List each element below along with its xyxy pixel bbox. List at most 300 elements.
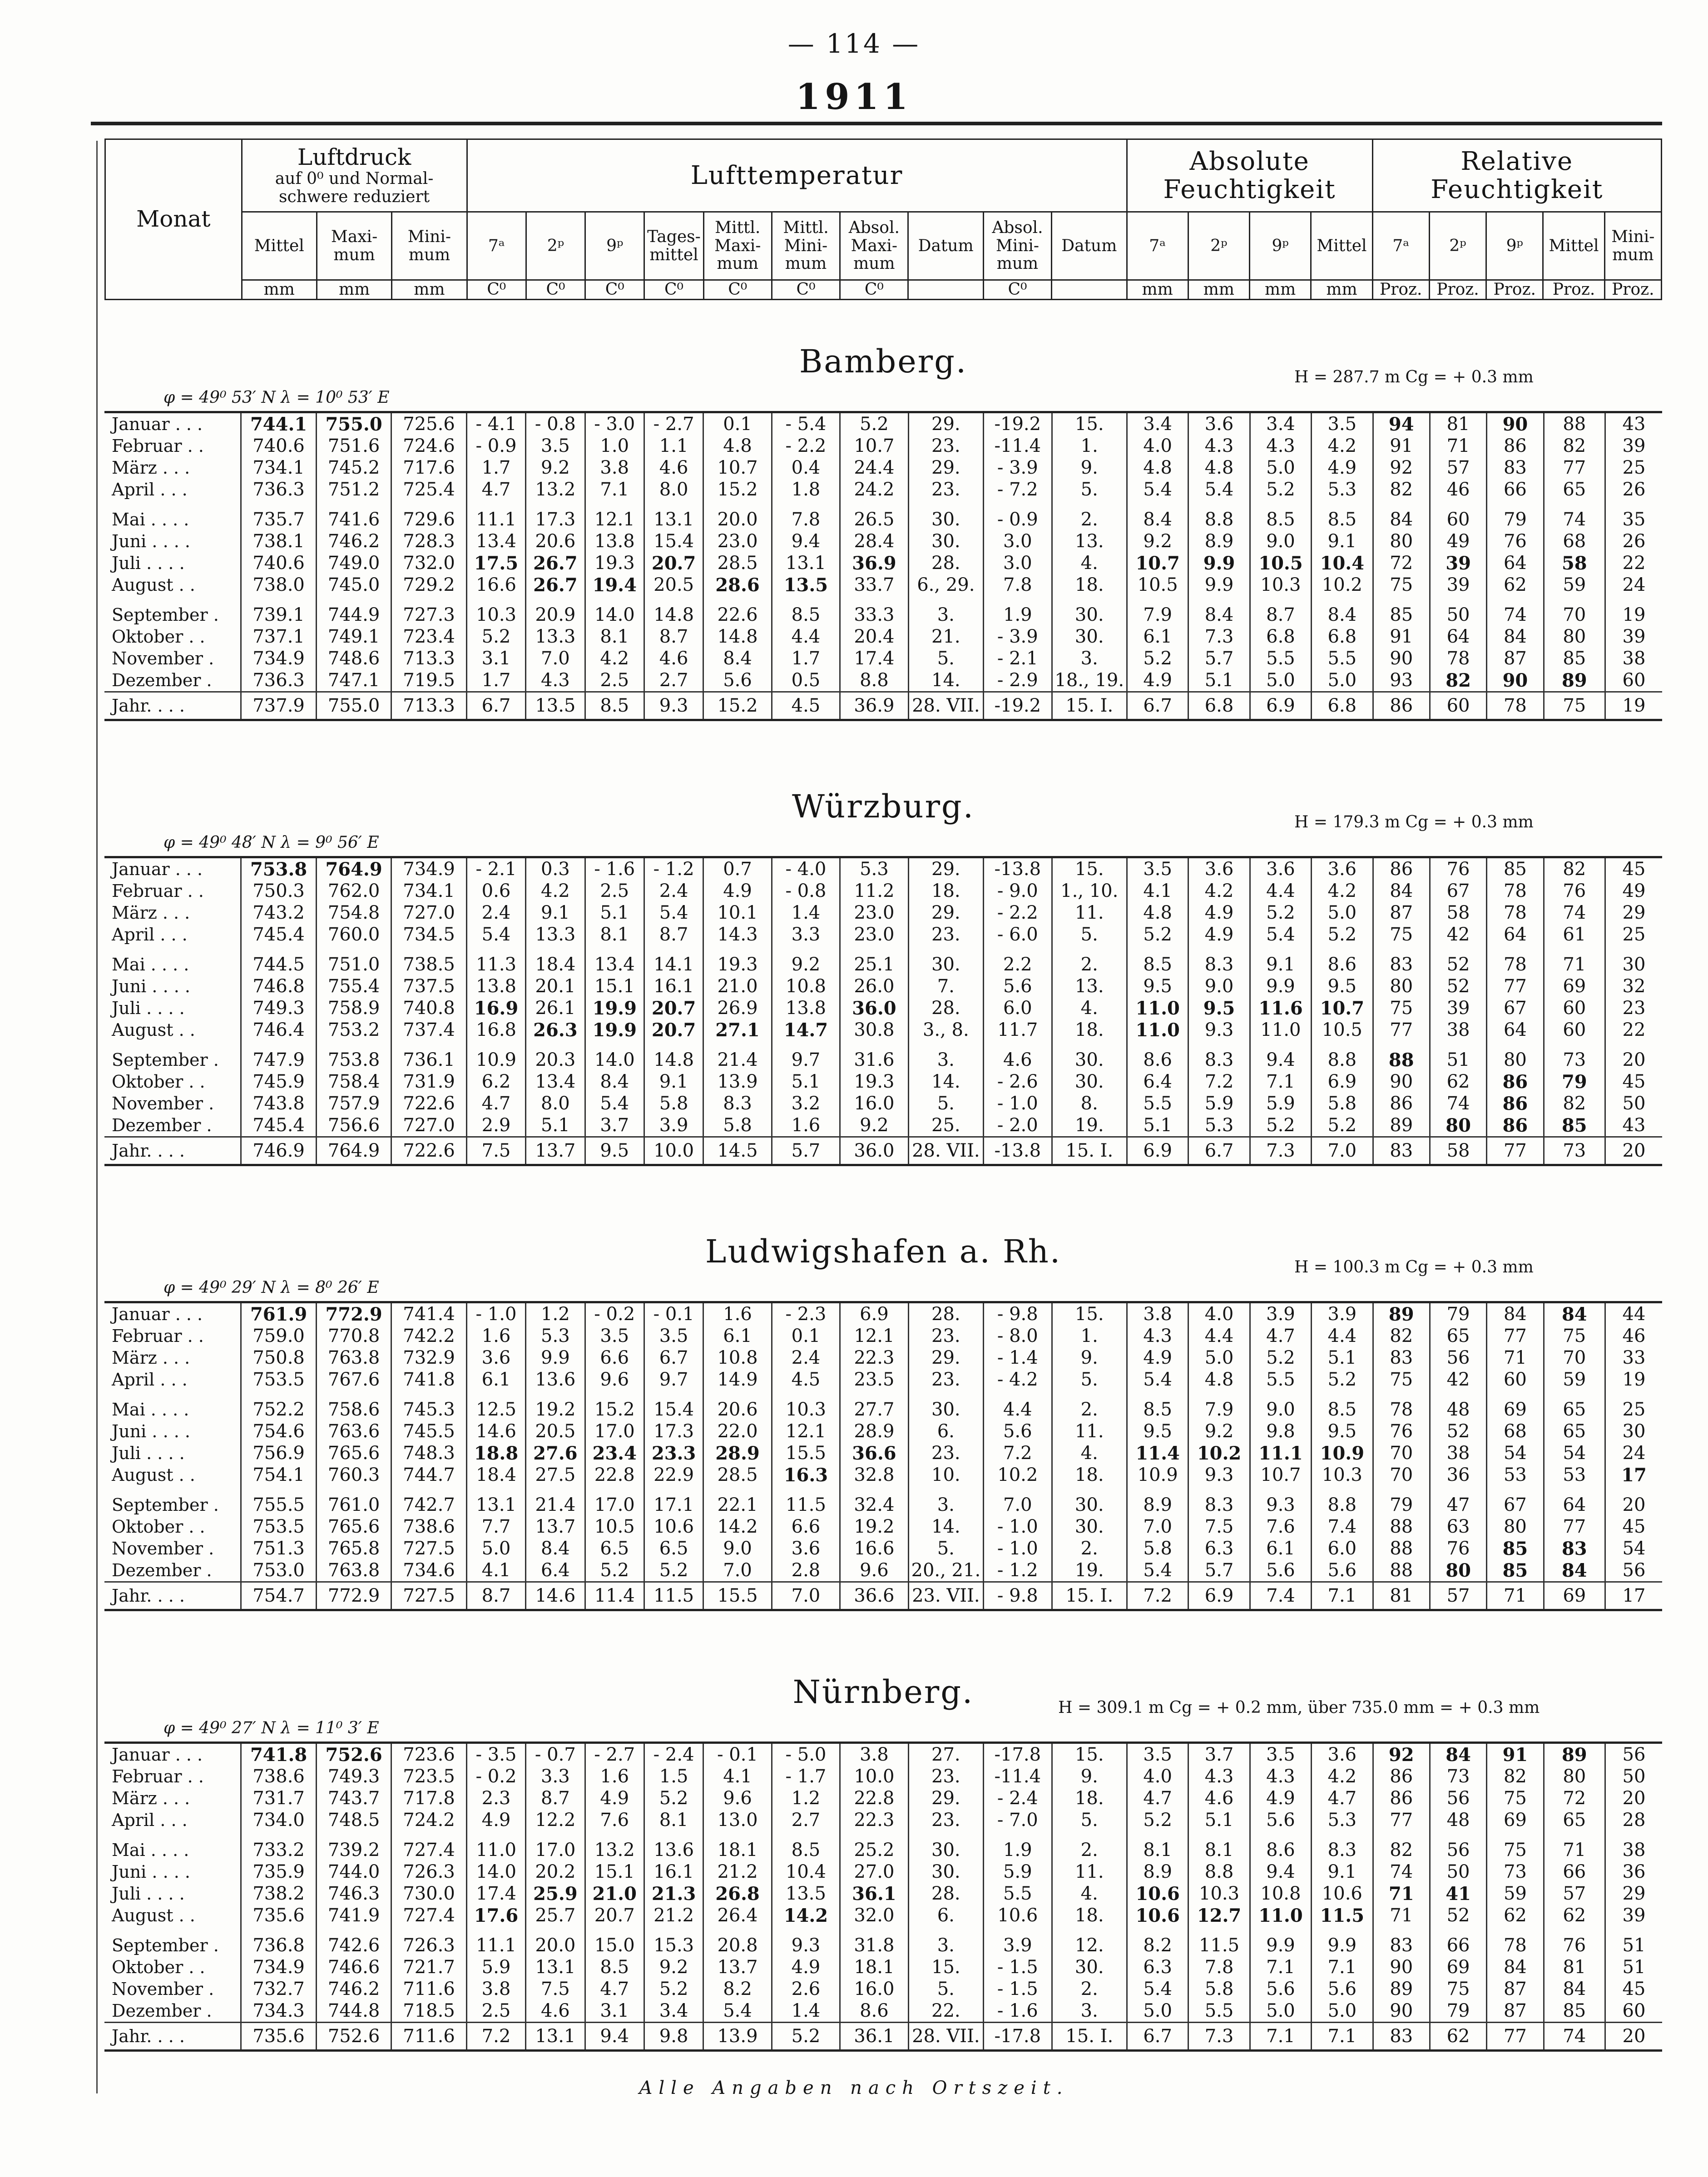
table-cell: 82 (1430, 669, 1486, 692)
table-cell: 738.6 (391, 1516, 466, 1538)
table-cell: 78 (1487, 880, 1544, 902)
table-cell: 38 (1605, 648, 1663, 669)
table-cell: 738.1 (241, 530, 316, 552)
table-cell: 6.8 (1312, 692, 1373, 719)
table-cell: 20 (1605, 1049, 1663, 1071)
table-cell: 4.1 (1127, 880, 1188, 902)
table-cell: - 8.0 (984, 1325, 1052, 1347)
table-cell: 750.3 (241, 880, 316, 902)
table-cell: 5.2 (1250, 479, 1311, 500)
table-cell: 13.5 (526, 692, 585, 719)
table-cell: 8.3 (1188, 954, 1250, 975)
table-cell: 26.5 (840, 509, 908, 530)
table-cell: 20.7 (644, 1019, 703, 1041)
table-cell: 753.5 (241, 1369, 316, 1390)
table-cell: 13.5 (772, 574, 840, 596)
table-cell: 8.7 (644, 924, 703, 945)
header-luftdruck-col-2: Mini-mum (392, 212, 467, 280)
table-cell: 21.0 (585, 1883, 644, 1905)
table-cell: 93 (1373, 669, 1430, 692)
table-cell: 7.0 (1127, 1516, 1188, 1538)
table-cell: 22.3 (840, 1347, 908, 1369)
table-cell: 13.8 (585, 530, 644, 552)
table-cell: 62 (1430, 1071, 1486, 1093)
table-cell: 746.6 (316, 1956, 391, 1978)
table-cell: 12.1 (772, 1420, 840, 1442)
table-cell: 26.7 (526, 574, 585, 596)
table-cell: 91 (1373, 435, 1430, 457)
table-cell: 5.5 (1312, 648, 1373, 669)
table-cell: 9.3 (644, 692, 703, 719)
table-cell: 72 (1373, 552, 1430, 574)
table-cell: 734.0 (241, 1809, 316, 1831)
table-cell: 4.8 (1188, 1369, 1250, 1390)
table-cell: 3.1 (585, 2000, 644, 2023)
table-cell: 10.7 (1127, 552, 1188, 574)
table-cell: 29. (908, 1787, 983, 1809)
table-cell: 15.4 (644, 530, 703, 552)
table-cell: 17.1 (644, 1494, 703, 1516)
table-cell: 765.6 (316, 1442, 391, 1464)
month-row (104, 435, 1662, 457)
table-cell: 3.4 (1250, 413, 1311, 435)
month-row (104, 880, 1662, 902)
table-cell: 8.5 (1127, 954, 1188, 975)
table-cell: 5.4 (585, 1093, 644, 1114)
table-cell: 27.1 (703, 1019, 772, 1041)
table-cell: 8.1 (1127, 1839, 1188, 1861)
table-cell: 725.4 (391, 479, 466, 500)
table-cell: - 3.9 (984, 626, 1052, 648)
table-cell: 65 (1544, 479, 1605, 500)
table-cell: 87 (1487, 2000, 1544, 2023)
table-cell: 78 (1487, 692, 1544, 719)
table-cell: 740.6 (241, 552, 316, 574)
table-cell: 7.3 (1188, 626, 1250, 648)
table-cell: 5.0 (1312, 2000, 1373, 2023)
table-cell: 2.4 (772, 1347, 840, 1369)
table-cell: 66 (1487, 479, 1544, 500)
year-summary-row (104, 1137, 1662, 1164)
table-cell: 32.4 (840, 1494, 908, 1516)
table-cell: 1.0 (585, 435, 644, 457)
table-cell: 5.5 (984, 1883, 1052, 1905)
table-cell: 62 (1487, 1905, 1544, 1926)
table-cell: 4.7 (466, 1093, 525, 1114)
table-cell: 21.2 (703, 1861, 772, 1883)
table-cell: 8.7 (644, 626, 703, 648)
table-cell: 3.5 (644, 1325, 703, 1347)
table-cell: 750.8 (241, 1347, 316, 1369)
table-cell: 26.0 (840, 975, 908, 997)
table-cell: 744.5 (241, 954, 316, 975)
table-cell: 21.2 (644, 1905, 703, 1926)
table-cell: 734.6 (391, 1559, 466, 1582)
table-cell: 79 (1544, 1071, 1605, 1093)
table-cell: 57 (1430, 457, 1486, 479)
table-cell: 19.3 (840, 1071, 908, 1093)
table-cell: 8.5 (772, 604, 840, 626)
table-cell: 27. (908, 1744, 983, 1766)
table-cell: 20 (1605, 1494, 1663, 1516)
table-cell: 14.3 (703, 924, 772, 945)
table-cell: 9.7 (772, 1049, 840, 1071)
table-cell: 16.3 (772, 1464, 840, 1486)
table-cell: 39 (1605, 435, 1663, 457)
table-cell: - 7.2 (984, 479, 1052, 500)
year-summary-row (104, 692, 1662, 719)
table-cell: 3.8 (840, 1744, 908, 1766)
table-cell: 9.5 (585, 1137, 644, 1164)
table-cell: 752.6 (316, 1744, 391, 1766)
table-cell: 745.0 (316, 574, 391, 596)
table-cell: 5.9 (1250, 1093, 1311, 1114)
month-label: Juni . . . . (112, 1421, 190, 1441)
table-cell: 14.0 (466, 1861, 525, 1883)
row-spacer (104, 596, 1662, 604)
table-cell: - 1.0 (984, 1516, 1052, 1538)
table-cell: 4.9 (1188, 902, 1250, 924)
table-cell: - 9.0 (984, 880, 1052, 902)
table-cell: 39 (1430, 552, 1486, 574)
table-cell: 9.3 (772, 1935, 840, 1956)
table-cell: 60 (1487, 1369, 1544, 1390)
table-cell: 10.7 (840, 435, 908, 457)
table-cell: 84 (1373, 880, 1430, 902)
month-row (104, 902, 1662, 924)
table-cell: - 1.5 (984, 1978, 1052, 2000)
table-cell: 7.8 (1188, 1956, 1250, 1978)
table-cell: 9.6 (840, 1559, 908, 1582)
table-cell: 742.2 (391, 1325, 466, 1347)
table-cell: 5.1 (1312, 1347, 1373, 1369)
table-cell: 16.1 (644, 1861, 703, 1883)
header-lufttemperatur-unit-3: C⁰ (644, 280, 703, 300)
table-cell: 3.5 (585, 1325, 644, 1347)
table-cell: 51 (1430, 1049, 1486, 1071)
table-cell: 56 (1430, 1787, 1486, 1809)
table-cell: 9.0 (703, 1538, 772, 1559)
table-cell: 16.1 (644, 975, 703, 997)
table-cell: 30. (1052, 1516, 1127, 1538)
table-cell: 52 (1430, 1420, 1486, 1442)
table-cell: 765.6 (316, 1516, 391, 1538)
table-cell: 9.5 (1312, 1420, 1373, 1442)
table-cell: 85 (1544, 1114, 1605, 1137)
table-cell: 749.3 (241, 997, 316, 1019)
table-cell: 713.3 (391, 648, 466, 669)
station-name: Bamberg. (799, 343, 968, 380)
month-label: April . . . (112, 1810, 188, 1830)
table-cell: 45 (1605, 1071, 1663, 1093)
table-cell: 75 (1373, 1369, 1430, 1390)
header-luftdruck-col-1: Maxi-mum (317, 212, 391, 280)
table-cell: - 1.0 (984, 1093, 1052, 1114)
table-cell: 59 (1487, 1883, 1544, 1905)
table-cell: 19 (1605, 604, 1663, 626)
table-cell: 9.5 (1127, 1420, 1188, 1442)
table-cell: 10.9 (1127, 1464, 1188, 1486)
table-cell: 76 (1430, 858, 1486, 880)
table-cell: 54 (1605, 1538, 1663, 1559)
month-label: September . (112, 1495, 219, 1515)
table-cell: 29. (908, 457, 983, 479)
month-row (104, 1114, 1662, 1137)
table-cell: 29. (908, 858, 983, 880)
month-label: Februar . . (112, 1326, 204, 1346)
table-cell: 8.7 (1250, 604, 1311, 626)
table-cell: 1. (1052, 435, 1127, 457)
table-cell: 14.8 (644, 604, 703, 626)
table-cell: 77 (1373, 1019, 1430, 1041)
table-cell: 17 (1605, 1582, 1663, 1609)
table-cell: 61 (1544, 924, 1605, 945)
table-cell: 85 (1487, 858, 1544, 880)
table-cell: 42 (1430, 1369, 1486, 1390)
table-cell: 85 (1487, 1559, 1544, 1582)
table-cell: 30. (1052, 1049, 1127, 1071)
table-cell: 56 (1605, 1744, 1663, 1766)
table-cell: 9.2 (772, 954, 840, 975)
table-cell: 760.0 (316, 924, 391, 945)
table-cell: 29 (1605, 1883, 1663, 1905)
table-cell: 86 (1373, 858, 1430, 880)
table-cell: 16.6 (466, 574, 525, 596)
table-cell: 8.5 (585, 1956, 644, 1978)
table-cell: 60 (1430, 692, 1486, 719)
table-cell: 5.8 (1312, 1093, 1373, 1114)
table-cell: 15. (908, 1956, 983, 1978)
table-cell: 9.3 (1188, 1019, 1250, 1041)
table-cell: 8.5 (585, 692, 644, 719)
table-cell: 724.6 (391, 435, 466, 457)
table-cell: - 2.6 (984, 1071, 1052, 1093)
header-luftdruck-col-0: Mittel (242, 212, 317, 280)
table-cell: 2.4 (644, 880, 703, 902)
table-cell: - 0.7 (526, 1744, 585, 1766)
row-spacer (104, 1041, 1662, 1049)
table-cell: - 7.0 (984, 1809, 1052, 1831)
header-rel_feuchtigkeit-unit-2: Proz. (1486, 280, 1543, 300)
table-cell: 73 (1487, 1861, 1544, 1883)
month-row (104, 1399, 1662, 1420)
station-table (104, 411, 1662, 721)
table-cell: 753.8 (241, 858, 316, 880)
table-cell: 5.4 (1127, 1369, 1188, 1390)
table-cell: 5. (1052, 924, 1127, 945)
table-cell: 8.8 (1188, 1861, 1250, 1883)
table-cell: 24.2 (840, 479, 908, 500)
table-cell: 741.4 (391, 1303, 466, 1325)
table-cell: 742.6 (316, 1935, 391, 1956)
table-cell: 0.7 (703, 858, 772, 880)
table-cell: 21.0 (703, 975, 772, 997)
table-cell: 60 (1605, 2000, 1663, 2023)
table-cell: 33 (1605, 1347, 1663, 1369)
table-cell: 28. (908, 552, 983, 574)
table-cell: 3. (1052, 648, 1127, 669)
table-cell: 751.3 (241, 1538, 316, 1559)
table-cell: 717.6 (391, 457, 466, 479)
table-cell: 4.0 (1188, 1303, 1250, 1325)
table-cell: 25.7 (526, 1905, 585, 1926)
month-label: März . . . (112, 1348, 190, 1368)
table-cell: 15. (1052, 413, 1127, 435)
table-cell: 18.1 (703, 1839, 772, 1861)
table-cell: 744.1 (241, 413, 316, 435)
table-cell: 30. (908, 1861, 983, 1883)
table-cell: 81 (1373, 1582, 1430, 1609)
table-cell: 20.0 (703, 509, 772, 530)
table-cell: 4.4 (984, 1399, 1052, 1420)
table-cell: 13.3 (526, 626, 585, 648)
table-cell: 23. (908, 1442, 983, 1464)
table-cell: 89 (1373, 1978, 1430, 2000)
table-cell: 77 (1544, 457, 1605, 479)
table-cell: 763.8 (316, 1347, 391, 1369)
table-cell: 7.4 (1312, 1516, 1373, 1538)
header-abs_feuchtigkeit-col-3: Mittel (1311, 212, 1372, 280)
table-cell: 75 (1544, 692, 1605, 719)
station-height: H = 179.3 m Cg = + 0.3 mm (1294, 813, 1534, 831)
table-cell: 14. (908, 1071, 983, 1093)
table-cell: 3.1 (466, 648, 525, 669)
table-cell: 9.9 (1250, 1935, 1311, 1956)
table-cell: 21. (908, 626, 983, 648)
table-cell: 8.1 (644, 1809, 703, 1831)
table-cell: 755.0 (316, 413, 391, 435)
table-cell: 734.9 (391, 858, 466, 880)
table-cell: 39 (1605, 626, 1663, 648)
table-cell: 746.8 (241, 975, 316, 997)
table-cell: 23.4 (585, 1442, 644, 1464)
month-label: Dezember . (112, 2001, 212, 2021)
table-cell: 90 (1373, 2000, 1430, 2023)
table-cell: 4.4 (1188, 1325, 1250, 1347)
table-cell: 77 (1544, 1516, 1605, 1538)
table-cell: 30 (1605, 954, 1663, 975)
table-cell: 18. (908, 880, 983, 902)
table-cell: - 0.9 (466, 435, 525, 457)
table-cell: 3.6 (466, 1347, 525, 1369)
table-cell: 23.5 (840, 1369, 908, 1390)
table-cell: 11.2 (840, 880, 908, 902)
table-cell: 749.1 (316, 626, 391, 648)
table-cell: 17 (1605, 1464, 1663, 1486)
table-cell: 20.7 (644, 997, 703, 1019)
table-cell: 8.2 (1127, 1935, 1188, 1956)
table-cell: 5. (908, 1093, 983, 1114)
table-cell: 16.0 (840, 1978, 908, 2000)
table-cell: 8.7 (466, 1582, 525, 1609)
table-cell: 3.8 (585, 457, 644, 479)
column-header (104, 139, 1662, 300)
table-cell: 4.9 (1127, 669, 1188, 692)
table-cell: 1., 10. (1052, 880, 1127, 902)
table-cell: 8.9 (1127, 1494, 1188, 1516)
table-cell: 89 (1373, 1303, 1430, 1325)
table-cell: 10.8 (703, 1347, 772, 1369)
table-cell: 4.8 (1188, 457, 1250, 479)
table-cell: 5.2 (1127, 648, 1188, 669)
table-cell: 30. (908, 509, 983, 530)
table-cell: 5.3 (840, 858, 908, 880)
table-cell: 74 (1373, 1861, 1430, 1883)
table-cell: 7.1 (1250, 2023, 1311, 2050)
table-cell: 64 (1487, 1019, 1544, 1041)
table-cell: 5.4 (1127, 1559, 1188, 1582)
table-cell: 28. VII. (908, 2023, 983, 2050)
table-cell: 1.1 (644, 435, 703, 457)
station-coordinates: φ = 49⁰ 27′ N λ = 11⁰ 3′ E (163, 1719, 379, 1737)
table-cell: 30. (908, 1399, 983, 1420)
table-cell: 9.5 (1188, 997, 1250, 1019)
table-cell: 8. (1052, 1093, 1127, 1114)
table-cell: 7.8 (984, 574, 1052, 596)
table-cell: 20 (1605, 1787, 1663, 1809)
station-table (104, 856, 1662, 1166)
table-cell: 5. (1052, 1369, 1127, 1390)
header-lufttemperatur-unit-6: C⁰ (840, 280, 908, 300)
table-cell: 84 (1544, 1559, 1605, 1582)
table-cell: 4.5 (772, 692, 840, 719)
table-cell: 46 (1430, 479, 1486, 500)
table-cell: 7.1 (1312, 1956, 1373, 1978)
table-cell: 10.3 (772, 1399, 840, 1420)
table-cell: 772.9 (316, 1303, 391, 1325)
table-cell: 6.3 (1127, 1956, 1188, 1978)
table-cell: 15. (1052, 1303, 1127, 1325)
table-cell: 8.4 (1127, 509, 1188, 530)
table-cell: 20 (1605, 1137, 1663, 1164)
table-cell: 725.6 (391, 413, 466, 435)
month-label: April . . . (112, 925, 188, 945)
table-cell: 6.3 (1188, 1538, 1250, 1559)
table-cell: - 9.8 (984, 1303, 1052, 1325)
station-coordinates: φ = 49⁰ 29′ N λ = 8⁰ 26′ E (163, 1278, 379, 1297)
table-cell: 9.6 (585, 1369, 644, 1390)
month-row (104, 552, 1662, 574)
table-cell: - 6.0 (984, 924, 1052, 945)
table-cell: 735.7 (241, 509, 316, 530)
table-cell: 11.4 (585, 1582, 644, 1609)
table-cell: 17.4 (840, 648, 908, 669)
table-cell: 16.0 (840, 1093, 908, 1114)
table-cell: 740.6 (241, 435, 316, 457)
table-cell: 736.8 (241, 1935, 316, 1956)
table-cell: 85 (1544, 648, 1605, 669)
table-cell: 9.3 (1250, 1494, 1311, 1516)
table-cell: 2.7 (772, 1809, 840, 1831)
table-cell: 36.0 (840, 997, 908, 1019)
table-cell: 5.8 (1188, 1978, 1250, 2000)
table-cell: 4.2 (526, 880, 585, 902)
table-cell: 56 (1430, 1839, 1486, 1861)
table-cell: 62 (1487, 574, 1544, 596)
table-cell: 36 (1430, 1464, 1486, 1486)
table-cell: 5.4 (703, 2000, 772, 2023)
table-cell: 754.7 (241, 1582, 316, 1609)
table-cell: 7.2 (1127, 1582, 1188, 1609)
table-cell: 9.2 (840, 1114, 908, 1137)
table-cell: 12.5 (466, 1399, 525, 1420)
table-cell: 49 (1605, 880, 1663, 902)
table-cell: 731.9 (391, 1071, 466, 1093)
table-cell: 10.0 (644, 1137, 703, 1164)
table-cell: 10.3 (1250, 574, 1311, 596)
month-row (104, 1766, 1662, 1787)
station-height: H = 309.1 m Cg = + 0.2 mm, über 735.0 mm = + 0.3 mm (1058, 1698, 1540, 1717)
